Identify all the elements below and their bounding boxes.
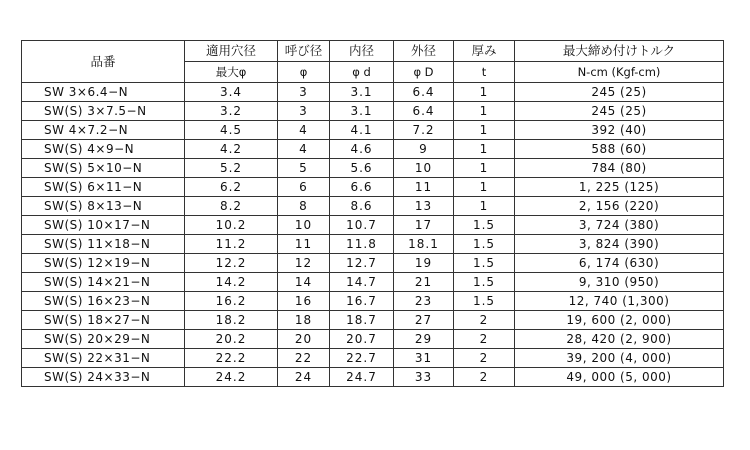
table-row — [22, 273, 724, 292]
cell-thickness: 1.5 — [454, 292, 515, 311]
cell-max-torque: 49, 000 (5, 000) — [515, 368, 724, 387]
cell-outer-diameter: 17 — [394, 216, 454, 235]
cell-max-torque: 6, 174 (630) — [515, 254, 724, 273]
cell-hole-diameter: 3.2 — [185, 102, 278, 121]
table-row — [22, 178, 724, 197]
cell-part-number: SW(S) 5×10−N — [22, 159, 185, 178]
table-row — [22, 235, 724, 254]
cell-nominal-diameter: 24 — [278, 368, 330, 387]
cell-thickness: 1 — [454, 178, 515, 197]
cell-inner-diameter: 20.7 — [330, 330, 394, 349]
header-max-torque: 最大締め付けトルク — [515, 41, 724, 62]
cell-thickness: 1 — [454, 159, 515, 178]
cell-part-number: SW(S) 11×18−N — [22, 235, 185, 254]
header-nominal-diameter: 呼び径 — [278, 41, 330, 62]
cell-part-number: SW 4×7.2−N — [22, 121, 185, 140]
cell-nominal-diameter: 11 — [278, 235, 330, 254]
table-row — [22, 292, 724, 311]
header-max-torque-unit: N-cm (Kgf-cm) — [515, 62, 724, 83]
cell-thickness: 2 — [454, 330, 515, 349]
cell-thickness: 2 — [454, 349, 515, 368]
cell-thickness: 1 — [454, 121, 515, 140]
cell-inner-diameter: 8.6 — [330, 197, 394, 216]
cell-part-number: SW(S) 24×33−N — [22, 368, 185, 387]
header-hole-diameter-unit: 最大φ — [185, 62, 278, 83]
cell-inner-diameter: 14.7 — [330, 273, 394, 292]
header-inner-diameter: 内径 — [330, 41, 394, 62]
cell-outer-diameter: 6.4 — [394, 102, 454, 121]
cell-outer-diameter: 18.1 — [394, 235, 454, 254]
cell-nominal-diameter: 3 — [278, 102, 330, 121]
table-row — [22, 254, 724, 273]
cell-outer-diameter: 31 — [394, 349, 454, 368]
cell-hole-diameter: 14.2 — [185, 273, 278, 292]
cell-outer-diameter: 9 — [394, 140, 454, 159]
cell-thickness: 1.5 — [454, 273, 515, 292]
cell-inner-diameter: 3.1 — [330, 83, 394, 102]
cell-part-number: SW(S) 6×11−N — [22, 178, 185, 197]
cell-hole-diameter: 4.5 — [185, 121, 278, 140]
cell-max-torque: 39, 200 (4, 000) — [515, 349, 724, 368]
cell-nominal-diameter: 14 — [278, 273, 330, 292]
cell-inner-diameter: 11.8 — [330, 235, 394, 254]
header-hole-diameter: 適用穴径 — [185, 41, 278, 62]
table-row — [22, 121, 724, 140]
cell-max-torque: 245 (25) — [515, 102, 724, 121]
header-inner-diameter-unit: φ d — [330, 62, 394, 83]
cell-nominal-diameter: 16 — [278, 292, 330, 311]
cell-hole-diameter: 5.2 — [185, 159, 278, 178]
cell-part-number: SW(S) 16×23−N — [22, 292, 185, 311]
cell-nominal-diameter: 4 — [278, 121, 330, 140]
cell-inner-diameter: 6.6 — [330, 178, 394, 197]
cell-part-number: SW 3×6.4−N — [22, 83, 185, 102]
cell-outer-diameter: 27 — [394, 311, 454, 330]
cell-nominal-diameter: 18 — [278, 311, 330, 330]
table-row — [22, 140, 724, 159]
cell-nominal-diameter: 12 — [278, 254, 330, 273]
cell-hole-diameter: 6.2 — [185, 178, 278, 197]
cell-thickness: 1.5 — [454, 254, 515, 273]
cell-inner-diameter: 18.7 — [330, 311, 394, 330]
cell-nominal-diameter: 8 — [278, 197, 330, 216]
cell-outer-diameter: 13 — [394, 197, 454, 216]
cell-hole-diameter: 20.2 — [185, 330, 278, 349]
cell-part-number: SW(S) 4×9−N — [22, 140, 185, 159]
cell-thickness: 1 — [454, 197, 515, 216]
cell-inner-diameter: 10.7 — [330, 216, 394, 235]
cell-outer-diameter: 10 — [394, 159, 454, 178]
cell-outer-diameter: 19 — [394, 254, 454, 273]
cell-hole-diameter: 4.2 — [185, 140, 278, 159]
table-row — [22, 197, 724, 216]
cell-nominal-diameter: 20 — [278, 330, 330, 349]
header-part-number: 品番 — [22, 41, 185, 83]
cell-outer-diameter: 33 — [394, 368, 454, 387]
table-row — [22, 159, 724, 178]
cell-thickness: 2 — [454, 311, 515, 330]
cell-max-torque: 9, 310 (950) — [515, 273, 724, 292]
cell-hole-diameter: 18.2 — [185, 311, 278, 330]
spec-table — [21, 40, 724, 387]
cell-max-torque: 19, 600 (2, 000) — [515, 311, 724, 330]
cell-max-torque: 784 (80) — [515, 159, 724, 178]
table-row — [22, 102, 724, 121]
cell-max-torque: 1, 225 (125) — [515, 178, 724, 197]
table-row — [22, 216, 724, 235]
cell-part-number: SW(S) 14×21−N — [22, 273, 185, 292]
cell-nominal-diameter: 6 — [278, 178, 330, 197]
header-thickness-unit: t — [454, 62, 515, 83]
cell-hole-diameter: 10.2 — [185, 216, 278, 235]
cell-hole-diameter: 8.2 — [185, 197, 278, 216]
cell-thickness: 2 — [454, 368, 515, 387]
table-row — [22, 311, 724, 330]
cell-max-torque: 3, 824 (390) — [515, 235, 724, 254]
cell-part-number: SW(S) 18×27−N — [22, 311, 185, 330]
header-thickness: 厚み — [454, 41, 515, 62]
cell-max-torque: 3, 724 (380) — [515, 216, 724, 235]
cell-max-torque: 2, 156 (220) — [515, 197, 724, 216]
header-outer-diameter: 外径 — [394, 41, 454, 62]
cell-hole-diameter: 3.4 — [185, 83, 278, 102]
cell-inner-diameter: 12.7 — [330, 254, 394, 273]
cell-thickness: 1 — [454, 102, 515, 121]
cell-inner-diameter: 4.1 — [330, 121, 394, 140]
table-row — [22, 349, 724, 368]
cell-inner-diameter: 24.7 — [330, 368, 394, 387]
cell-max-torque: 28, 420 (2, 900) — [515, 330, 724, 349]
cell-part-number: SW(S) 12×19−N — [22, 254, 185, 273]
cell-part-number: SW(S) 3×7.5−N — [22, 102, 185, 121]
cell-inner-diameter: 16.7 — [330, 292, 394, 311]
cell-hole-diameter: 12.2 — [185, 254, 278, 273]
cell-nominal-diameter: 4 — [278, 140, 330, 159]
cell-part-number: SW(S) 10×17−N — [22, 216, 185, 235]
cell-hole-diameter: 24.2 — [185, 368, 278, 387]
cell-thickness: 1 — [454, 140, 515, 159]
cell-inner-diameter: 4.6 — [330, 140, 394, 159]
cell-outer-diameter: 11 — [394, 178, 454, 197]
cell-outer-diameter: 29 — [394, 330, 454, 349]
cell-inner-diameter: 22.7 — [330, 349, 394, 368]
table-row — [22, 83, 724, 102]
cell-outer-diameter: 6.4 — [394, 83, 454, 102]
cell-nominal-diameter: 3 — [278, 83, 330, 102]
table-row — [22, 330, 724, 349]
cell-nominal-diameter: 10 — [278, 216, 330, 235]
cell-thickness: 1.5 — [454, 216, 515, 235]
cell-inner-diameter: 3.1 — [330, 102, 394, 121]
header-nominal-diameter-unit: φ — [278, 62, 330, 83]
cell-thickness: 1 — [454, 83, 515, 102]
cell-inner-diameter: 5.6 — [330, 159, 394, 178]
cell-outer-diameter: 23 — [394, 292, 454, 311]
cell-hole-diameter: 16.2 — [185, 292, 278, 311]
header-row — [22, 41, 724, 62]
cell-hole-diameter: 11.2 — [185, 235, 278, 254]
cell-max-torque: 588 (60) — [515, 140, 724, 159]
cell-thickness: 1.5 — [454, 235, 515, 254]
cell-outer-diameter: 7.2 — [394, 121, 454, 140]
table-body — [22, 83, 724, 387]
cell-part-number: SW(S) 8×13−N — [22, 197, 185, 216]
header-outer-diameter-unit: φ D — [394, 62, 454, 83]
cell-part-number: SW(S) 20×29−N — [22, 330, 185, 349]
table-header — [22, 41, 724, 83]
cell-max-torque: 245 (25) — [515, 83, 724, 102]
cell-part-number: SW(S) 22×31−N — [22, 349, 185, 368]
cell-max-torque: 12, 740 (1,300) — [515, 292, 724, 311]
cell-nominal-diameter: 5 — [278, 159, 330, 178]
cell-outer-diameter: 21 — [394, 273, 454, 292]
cell-hole-diameter: 22.2 — [185, 349, 278, 368]
table-row — [22, 368, 724, 387]
cell-nominal-diameter: 22 — [278, 349, 330, 368]
cell-max-torque: 392 (40) — [515, 121, 724, 140]
